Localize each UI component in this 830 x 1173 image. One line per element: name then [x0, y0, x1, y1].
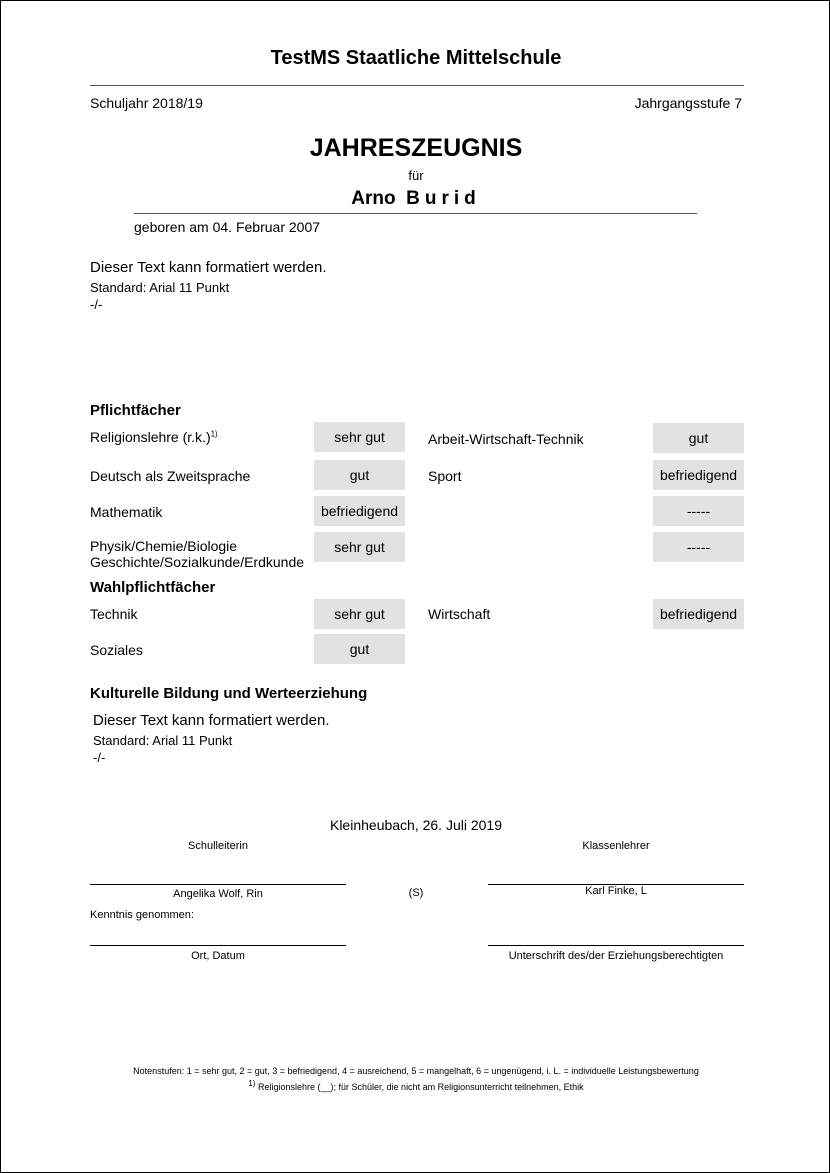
subject-gse: Geschichte/Sozialkunde/Erdkunde [90, 554, 305, 570]
subject-soziales: Soziales [90, 642, 143, 658]
subject-mathematik: Mathematik [90, 504, 163, 520]
school-year: Schuljahr 2018/19 [90, 95, 203, 111]
grades-legend: Notenstufen: 1 = sehr gut, 2 = gut, 3 = befriedigend, 4 = ausreichend, 5 = mangelhaft, 6 = ungenügend, i. L. = individuelle Leistungsbewertung [133, 1066, 699, 1076]
guardian-signature-line [488, 945, 744, 946]
subject-pcb-gse [90, 538, 320, 570]
principal-label: Schulleiterin [188, 840, 248, 852]
remarks-line-3: -/- [90, 297, 103, 312]
pflicht-heading: Pflichtfächer [90, 402, 181, 419]
teacher-name: Karl Finke, L [585, 885, 647, 897]
grade-soziales: gut [314, 634, 405, 664]
remarks-line-1: Dieser Text kann formatiert werden. [90, 259, 327, 276]
subject-pcb: Physik/Chemie/Biologie [90, 538, 238, 554]
principal-name: Angelika Wolf, Rin [173, 888, 263, 900]
religion-footnote [1, 1079, 830, 1092]
wahlpflicht-heading: Wahlpflichtfächer [90, 579, 216, 596]
teacher-label: Klassenlehrer [582, 840, 650, 852]
kultur-heading: Kulturelle Bildung und Werteerziehung [90, 685, 368, 702]
grade-deutsch: gut [314, 460, 405, 490]
grade-technik: sehr gut [314, 599, 405, 629]
grade-level: Jahrgangsstufe 7 [634, 95, 742, 111]
grade-empty-1: ----- [653, 496, 744, 526]
subject-religion [90, 429, 218, 445]
grade-mathematik: befriedigend [314, 496, 405, 526]
student-name [1, 188, 830, 210]
religion-footnote-text: Religionslehre (__); für Schüler, die nicht am Religionsunterricht teilnehmen, Ethik [257, 1082, 584, 1092]
footnote-marker: 1) [210, 429, 218, 439]
grade-religion: sehr gut [314, 422, 405, 452]
remarks-line-2: Standard: Arial 11 Punkt [90, 280, 230, 295]
grade-awt: gut [653, 423, 744, 453]
subject-technik: Technik [90, 606, 138, 622]
birth-date: geboren am 04. Februar 2007 [134, 219, 321, 235]
subject-awt: Arbeit-Wirtschaft-Technik [428, 431, 584, 447]
grade-sport: befriedigend [653, 460, 744, 490]
subject-religion-label: Religionslehre (r.k.) [90, 429, 211, 445]
subject-wirtschaft: Wirtschaft [428, 606, 491, 622]
subject-sport: Sport [428, 468, 462, 484]
subject-deutsch: Deutsch als Zweitsprache [90, 468, 251, 484]
principal-signature-line [90, 884, 346, 885]
footnote-marker-2: 1) [248, 1079, 256, 1088]
grade-pcb-gse: sehr gut [314, 532, 405, 562]
student-last-name: Burid [406, 188, 481, 209]
grade-wirtschaft: befriedigend [653, 599, 744, 629]
place-date: Kleinheubach, 26. Juli 2019 [329, 817, 503, 833]
kultur-line-2: Standard: Arial 11 Punkt [93, 733, 233, 748]
seal-mark: (S) [408, 887, 424, 899]
kultur-line-1: Dieser Text kann formatiert werden. [93, 712, 330, 729]
certificate-title: JAHRESZEUGNIS [309, 134, 523, 162]
for-label: für [408, 168, 424, 183]
kultur-line-3: -/- [93, 750, 106, 765]
name-underline [134, 213, 697, 214]
grade-empty-2: ----- [653, 532, 744, 562]
guardian-caption: Unterschrift des/der Erziehungsberechtigten [508, 950, 724, 962]
acknowledged-label: Kenntnis genommen: [90, 909, 194, 921]
school-name: TestMS Staatliche Mittelschule [270, 47, 562, 69]
header-divider [90, 85, 744, 86]
place-date-line [90, 945, 346, 946]
place-date-caption: Ort, Datum [191, 950, 245, 962]
student-first-name: Arno [351, 188, 396, 209]
